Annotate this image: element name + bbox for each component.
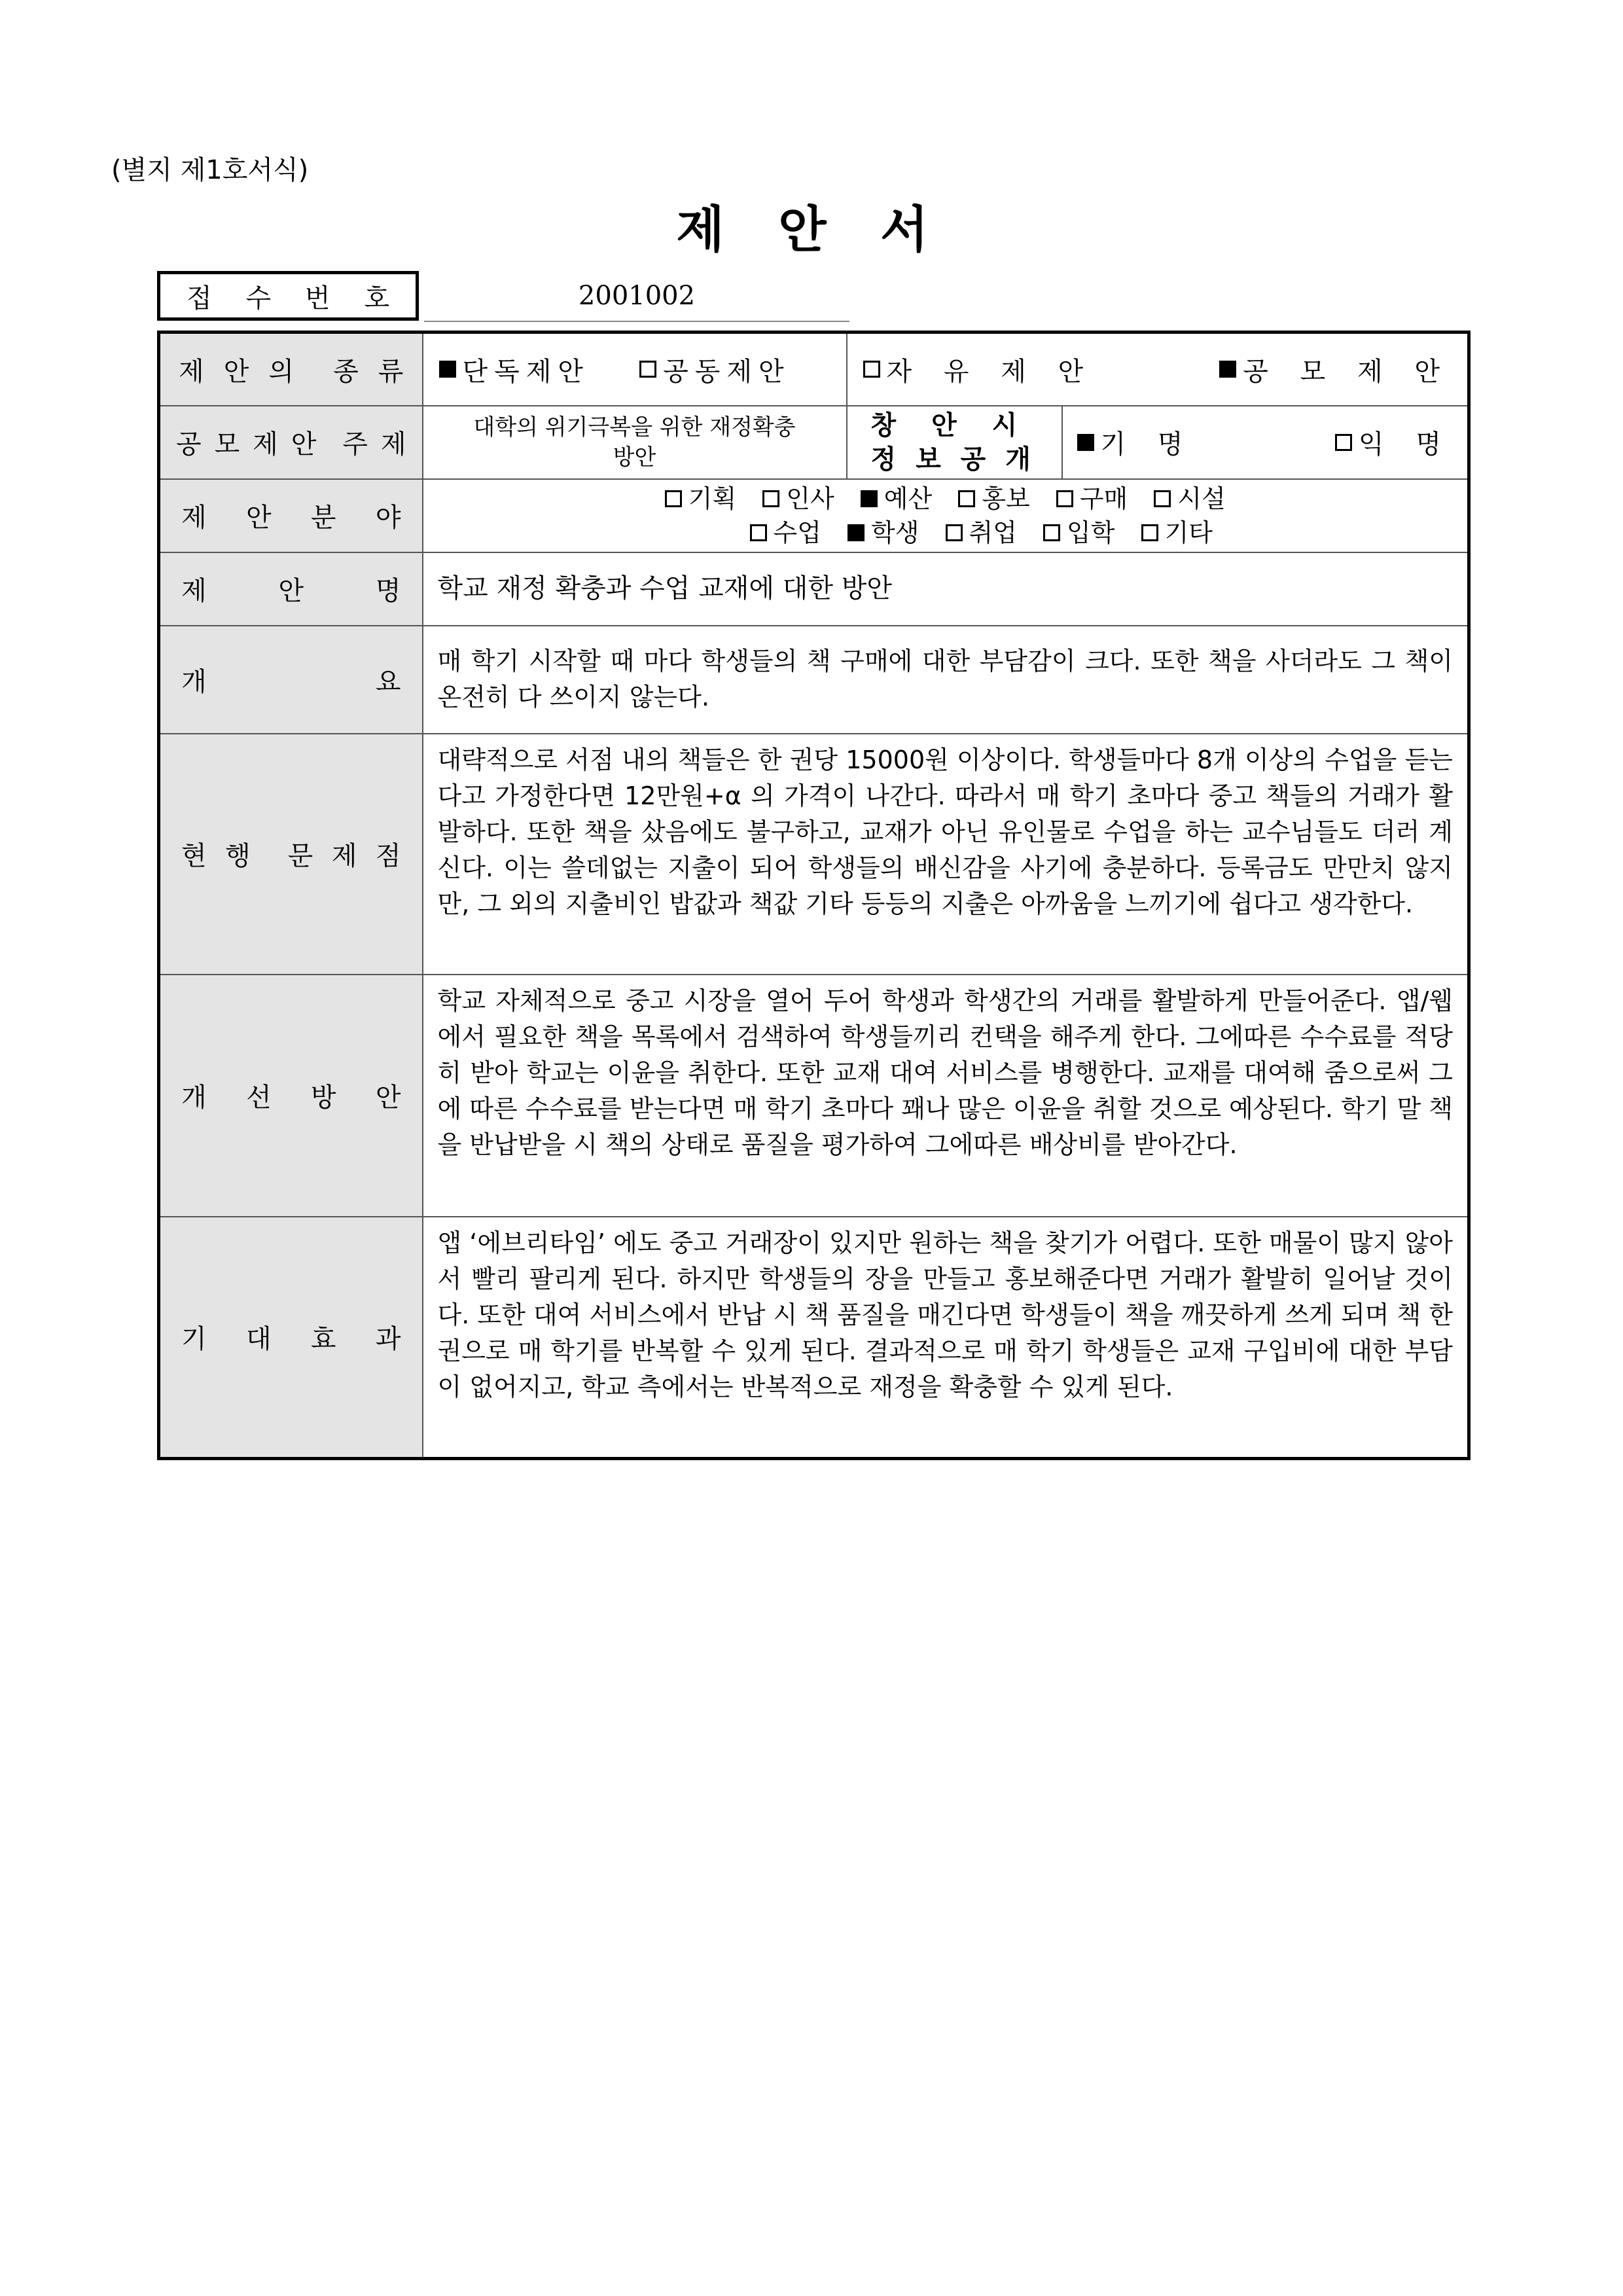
- checkbox-checked-icon: [861, 490, 878, 507]
- contest-topic-line: 방안: [613, 444, 656, 471]
- label-char: 류: [378, 356, 404, 387]
- label-char: 분: [310, 503, 336, 533]
- row-proposal-kind: [159, 332, 1469, 406]
- document-title: 제 안 서: [676, 200, 947, 259]
- label-char: 효: [310, 1324, 336, 1355]
- problems-text: 대략적으로 서점 내의 책들은 한 권당 15000원 이상이다. 학생들마다 8개 이상의 수업을 듣는다고 가정한다면 12만원+α 의 가격이 나간다. 따라서 매 학기 초마다 중고 책들의 거래가 활발하다. 또한 책을 샀음에도 불구하고, 교재가 아닌 유인물로 수업을 하는 교수님들도 더러 계신다. 이는 쓸데없는 지출이 되어 학생들의 배신감을 사기에 충분하다. 등록금도 만만치 않지만, 그 외의 지출비인 밥값과 책값 기타 등등의 지출은 아까움을 느끼기에 쉽다고 생각한다.: [437, 745, 1453, 918]
- checkbox-anonymous[interactable]: [1335, 423, 1453, 461]
- label-char: 주: [342, 429, 368, 459]
- label-char: 호: [364, 283, 389, 314]
- disclosure-label-line: 정 보 공 개: [870, 444, 1036, 475]
- disclosure-label-line: 창 안 시: [870, 410, 1031, 440]
- row-current-problems: [159, 734, 1469, 975]
- checkbox-budget[interactable]: [861, 482, 932, 516]
- field-options-line: [423, 516, 1468, 550]
- label-summary: [159, 626, 423, 734]
- label-char: 제: [179, 356, 204, 387]
- label-char: 문: [287, 841, 313, 871]
- label-expected-effects: [159, 1217, 423, 1459]
- label-char: 행: [225, 841, 251, 871]
- cell-improvement-text: [423, 975, 1469, 1217]
- label-char: 개: [181, 666, 207, 697]
- label-char: 안: [375, 1083, 401, 1113]
- checkbox-label: 자 유 제 안: [886, 356, 1096, 387]
- checkbox-purchase[interactable]: [1056, 482, 1128, 516]
- row-proposal-field: [159, 479, 1469, 552]
- receipt-number-value: 2001002: [578, 281, 696, 311]
- proposal-name-text: 학교 재정 확충과 수업 교재에 대한 방안: [437, 573, 893, 603]
- label-char: 공: [176, 429, 202, 459]
- checkbox-personnel[interactable]: [762, 482, 834, 516]
- label-char: 안: [223, 356, 249, 387]
- cell-contest-topic-value: [423, 406, 847, 479]
- label-char: 종: [333, 356, 359, 387]
- checkbox-students[interactable]: [847, 516, 919, 550]
- cell-summary-text: [423, 626, 1469, 734]
- label-char: 방: [310, 1083, 336, 1113]
- contest-topic-line: 대학의 위기극복을 위한 재정확충: [473, 414, 796, 440]
- checkbox-label: 인사: [786, 484, 834, 513]
- label-char: 요: [375, 666, 401, 697]
- label-current-problems: [159, 734, 423, 975]
- checkbox-planning[interactable]: [665, 482, 736, 516]
- cell-kind-free-contest: [847, 332, 1469, 406]
- label-proposal-kind: [159, 332, 423, 406]
- checkbox-checked-icon: [439, 361, 456, 378]
- cell-disclosure-options: [1062, 406, 1469, 479]
- checkbox-label: 공동제안: [663, 356, 791, 387]
- receipt-number-label: [157, 271, 419, 321]
- checkbox-label: 수업: [773, 518, 821, 547]
- checkbox-empty-icon: [639, 361, 656, 378]
- label-char: 개: [181, 1083, 207, 1113]
- checkbox-checked-icon: [1219, 361, 1236, 378]
- checkbox-label: 기타: [1164, 518, 1213, 547]
- field-options-line: [423, 482, 1468, 516]
- label-char: 수: [245, 283, 272, 314]
- checkbox-empty-icon: [1335, 434, 1352, 451]
- label-char: 대: [245, 1324, 272, 1355]
- row-contest-topic: [159, 406, 1469, 479]
- label-char: 제: [380, 429, 406, 459]
- checkbox-empty-icon: [1043, 524, 1060, 541]
- cell-problems-text: [423, 734, 1469, 975]
- cell-proposal-name-value: [423, 552, 1469, 626]
- row-proposal-name: [159, 552, 1469, 626]
- cell-effects-text: [423, 1217, 1469, 1459]
- checkbox-label: 시설: [1177, 484, 1226, 513]
- label-char: 안: [291, 429, 317, 459]
- row-improvement-plan: [159, 975, 1469, 1217]
- checkbox-label: 입학: [1067, 518, 1115, 547]
- checkbox-label: 공 모 제 안: [1243, 356, 1452, 387]
- checkbox-empty-icon: [1154, 490, 1171, 507]
- label-contest-topic: [159, 406, 423, 479]
- checkbox-empty-icon: [762, 490, 779, 507]
- checkbox-checked-icon: [847, 524, 865, 541]
- checkbox-promotion[interactable]: [958, 482, 1029, 516]
- label-char: 의: [268, 356, 294, 387]
- checkbox-admission[interactable]: [1043, 516, 1115, 550]
- label-char: 과: [375, 1324, 401, 1355]
- label-improvement-plan: [159, 975, 423, 1217]
- checkbox-other[interactable]: [1141, 516, 1213, 550]
- proposal-form-table: [157, 331, 1471, 1460]
- label-char: 현: [181, 841, 207, 871]
- row-summary: [159, 626, 1469, 734]
- checkbox-joint-proposal[interactable]: [639, 351, 791, 388]
- annex-label: (별지 제1호서식): [111, 155, 309, 185]
- label-proposal-name: [159, 552, 423, 626]
- checkbox-empty-icon: [665, 490, 682, 507]
- label-char: 안: [245, 503, 272, 533]
- checkbox-label: 기 명: [1100, 429, 1195, 459]
- checkbox-classes[interactable]: [750, 516, 821, 550]
- checkbox-free-proposal[interactable]: [863, 351, 1096, 388]
- label-char: 제: [253, 429, 278, 459]
- label-char: 제: [181, 503, 207, 533]
- cell-kind-individual-joint: [423, 332, 847, 406]
- checkbox-employment[interactable]: [946, 516, 1017, 550]
- checkbox-individual-proposal[interactable]: [439, 351, 590, 388]
- label-char: 야: [375, 503, 401, 533]
- checkbox-facilities[interactable]: [1154, 482, 1225, 516]
- checkbox-empty-icon: [750, 524, 767, 541]
- checkbox-empty-icon: [1141, 524, 1158, 541]
- improvement-text: 학교 자체적으로 중고 시장을 열어 두어 학생과 학생간의 거래를 활발하게 만들어준다. 앱/웹에서 필요한 책을 목록에서 검색하여 학생들끼리 컨택을 해주게 한다. 그에따른 수수료를 적당히 받아 학교는 이윤을 취한다. 또한 교재 대여 서비스를 병행한다. 교재를 대여해 줌으로써 그에 따른 수수료를 받는다면 매 학기 초마다 꽤나 많은 이윤을 취할 것으로 예상된다. 학기 말 책을 반납받을 시 책의 상태로 품질을 평가하여 그에따른 배상비를 받아간다.: [437, 986, 1453, 1159]
- receipt-underline: [424, 321, 849, 322]
- checkbox-empty-icon: [1056, 490, 1073, 507]
- label-proposal-field: [159, 479, 423, 552]
- checkbox-label: 예산: [883, 484, 933, 513]
- label-char: 점: [375, 841, 401, 871]
- label-char: 선: [245, 1083, 272, 1113]
- checkbox-checked-icon: [1077, 434, 1094, 451]
- label-char: 명: [375, 576, 401, 606]
- label-char: 모: [214, 429, 240, 459]
- checkbox-empty-icon: [958, 490, 975, 507]
- label-char: 번: [304, 283, 330, 314]
- checkbox-empty-icon: [863, 361, 880, 378]
- checkbox-label: 학생: [871, 518, 919, 547]
- effects-text: 앱 ‘에브리타임’ 에도 중고 거래장이 있지만 원하는 책을 찾기가 어렵다. 또한 매물이 많지 않아서 빨리 팔리게 된다. 하지만 학생들의 장을 만들고 홍보해준다면 거래가 활발히 일어날 것이다. 또한 대여 서비스에서 반납 시 책 품질을 매긴다면 학생들이 책을 깨끗하게 쓰게 되며 책 한권으로 매 학기를 반복할 수 있게 된다. 결과적으로 매 학기 학생들은 교재 구입비에 대한 부담이 없어지고, 학교 측에서는 반복적으로 재정을 확충할 수 있게 된다.: [437, 1228, 1453, 1401]
- label-char: 안: [278, 576, 304, 606]
- checkbox-label: 홍보: [982, 484, 1030, 513]
- checkbox-label: 단독제안: [462, 356, 590, 387]
- checkbox-label: 익 명: [1359, 429, 1453, 459]
- label-char: 제: [331, 841, 357, 871]
- checkbox-named[interactable]: [1077, 423, 1195, 461]
- checkbox-empty-icon: [946, 524, 963, 541]
- cell-field-options: [423, 479, 1469, 552]
- checkbox-label: 구매: [1079, 484, 1128, 513]
- label-char: 제: [181, 576, 207, 606]
- summary-text: 매 학기 시작할 때 마다 학생들의 책 구매에 대한 부담감이 크다. 또한 책을 사더라도 그 책이 온전히 다 쓰이지 않는다.: [437, 647, 1453, 711]
- checkbox-label: 기획: [688, 484, 737, 513]
- checkbox-contest-proposal[interactable]: [1219, 351, 1452, 388]
- label-char: 기: [181, 1324, 207, 1355]
- checkbox-label: 취업: [969, 518, 1017, 547]
- label-char: 접: [187, 283, 212, 314]
- label-disclosure: [847, 406, 1062, 479]
- row-expected-effects: [159, 1217, 1469, 1459]
